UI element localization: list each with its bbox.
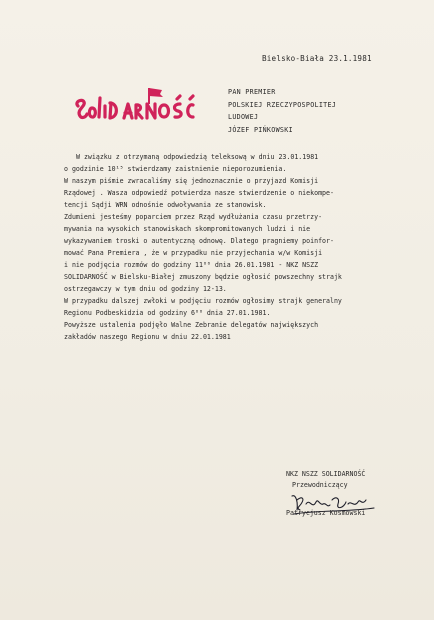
addressee-line: JÓZEF PIŃKOWSKI — [228, 125, 293, 134]
body-line: Zdumieni jesteśmy poparciem przez Rząd wydłużania czasu przetrzy- — [64, 213, 323, 221]
body-line: SOLIDARNOŚĆ w Bielsku-Białej zmuszony będzie ogłosić powszechny strajk — [64, 273, 342, 281]
body-line: zakładów naszego Regionu w dniu 22.01.1981 — [64, 333, 231, 341]
body-line: W naszym piśmie zwracaliśmy się jednoznacznie o przyjazd Komisji — [64, 177, 319, 185]
addressee-line: PAN PREMIER — [228, 88, 276, 96]
signature-name: Patrycjusz Kosmowski — [286, 509, 366, 517]
body-line: Regionu Podbeskidzia od godziny 6⁰⁰ dnia 27.01.1981. — [64, 309, 271, 317]
place-date: Bielsko-Biała 23.1.1981 — [262, 54, 372, 63]
addressee-block — [228, 86, 336, 136]
solidarnosc-logo-graphic — [72, 84, 202, 126]
signature-role: Przewodniczący — [292, 481, 348, 489]
signature-org: NKZ NSZZ SOLIDARNOŚĆ — [286, 470, 366, 478]
body-line: tencji Sądji WRN odnośnie odwoływania ze stanowisk. — [64, 201, 267, 209]
body-line: Rządowej . Wasza odpowiedź potwierdza nasze stwierdzenie o niekompe- — [64, 189, 334, 197]
body-line: Powyższe ustalenia podjęło Walne Zebranie delegatów największych — [64, 321, 319, 329]
body-line: ostrzegawczy w tym dniu od godziny 12-13. — [64, 285, 227, 293]
addressee-line: POLSKIEJ RZECZYPOSPOLITEJ — [228, 100, 337, 109]
addressee-line: LUDOWEJ — [228, 113, 259, 122]
solidarnosc-logo — [72, 84, 202, 126]
body-line: W związku z otrzymaną odpowiedzią teleksową w dniu 23.01.1981 — [76, 153, 319, 161]
body-line: o godzinie 10¹⁵ stwierdzamy zaistnienie nieporozumienia. — [64, 165, 287, 173]
body-line: i nie podjęcia rozmów do godziny 11⁰⁰ dnia 26.01.1981 - NKZ NSZZ — [64, 261, 319, 269]
body-line: mywania na wysokich stanowiskach skompromitowanych ludzi i nie — [64, 225, 311, 233]
body-line: W przypadku dalszej zwłoki w podjęciu rozmów ogłosimy strajk generalny — [64, 297, 342, 305]
body-line: wykazywaniem troski o autentyczną odnowę. Dlatego pragniemy poinfor- — [64, 237, 334, 245]
body-line: mować Pana Premiera , że w przypadku nie przyjechania w/w Komisji — [64, 249, 323, 257]
letter-body — [64, 151, 394, 343]
